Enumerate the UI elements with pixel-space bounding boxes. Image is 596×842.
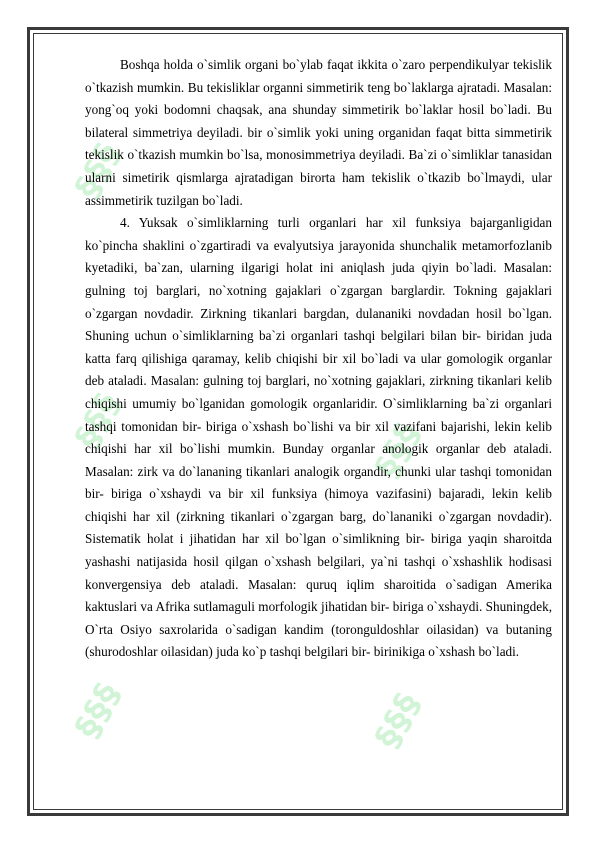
paragraph-symmetry: Boshqa holda o`simlik organi bo`ylab faqat ikkita o`zaro perpendikulyar tekislik o`tkazish mumkin. Bu tekisliklar organni simmetirik teng bo`laklarga ajratadi. Masalan: yong`oq yoki bodomni chaqsak, ana shunday simmetirik bo`laklar hosil bo`ladi. Bu bilateral simmetriya deyiladi. bir o`simlik yoki uning organidan faqat bitta simmetirik tekislik o`tkazish mumkin bo`lsa, monosimmetriya deyiladi. Ba`zi o`simliklar tanasidan ularni simetirik qismlarga ajratadigan birorta ham tekislik o`tkazib bo`lmaydi, ular assimmetirik tuzilgan bo`ladi. <box>85 57 552 208</box>
paragraph-organ-metamorphosis: 4. Yuksak o`simliklarning turli organlari har xil funksiya bajarganligidan ko`pincha shaklini o`zgartiradi va evalyutsiya jarayonida shunchalik metamorfozlanib kyetadiki, ba`zan, ularning ilgarigi holat ini aniqlash juda qiyin bo`ladi. Masalan: gulning toj barglari, no`xotning gajaklari o`zgargan barglardir. Tokning gajaklari o`zgargan novdadir. Zirkning tikanlari bargdan, dulananiki novdadan hosil bo`lgan. Shuning uchun o`simliklarning ba`zi organlari tashqi belgilari bilan bir- biridan juda katta farq qilishiga qaramay, kelib chiqishi bir xil bo`ladi va ular gomologik organlar deb ataladi. Masalan: gulning toj barglari, no`xotning gajaklari, zirkning tikanlari kelib chiqishi umumiy bo`lganidan gomologik organlaridir. O`simliklarning ba`zi organlari tashqi tomonidan bir- biriga o`xshash bo`lishi va bir xil vazifani bajarishi, lekin kelib chiqishi har xil bo`lishi mumkin. Bunday organlar anologik organlar deb ataladi. Masalan: zirk va do`lananing tikanlari analogik organdir, chunki ular tashqi tomonidan bir- biriga o`xshaydi va bir xil funksiya (himoya vazifasini) bajaradi, lekin kelib chiqishi har xil (zirkning tikanlari o`zgargan barg, do`lananiki o`zgargan novdadir). Sistematik holat i jihatidan har xil bo`lgan o`simlikning bir- biriga yaqin sharoitda yashashi natijasida hosil qilgan o`xshash belgilari, ya`ni tashqi o`xshashlik hodisasi konvergensiya deb ataladi. Masalan: quruq iqlim sharoitida o`sadigan Amerika kaktuslari va Afrika sutlamaguli morfologik jihatidan bir- biriga o`xshaydi. Shuningdek, O`rta Osiyo saxrolarida o`sadigan kandim (toronguldoshlar oilasidan) va butaning (shurodoshlar oilasidan) juda ko`p tashqi belgilari bir- birinikiga o`xshash bo`ladi. <box>85 215 552 660</box>
watermark-right-bottom: §§§ <box>367 685 430 755</box>
watermark-left-top: §§§ <box>67 135 130 205</box>
document-body <box>85 54 552 664</box>
watermark-left-bottom: §§§ <box>67 675 130 745</box>
watermark-right-middle: §§§ <box>367 415 430 485</box>
watermark-left-middle: §§§ <box>67 385 130 455</box>
